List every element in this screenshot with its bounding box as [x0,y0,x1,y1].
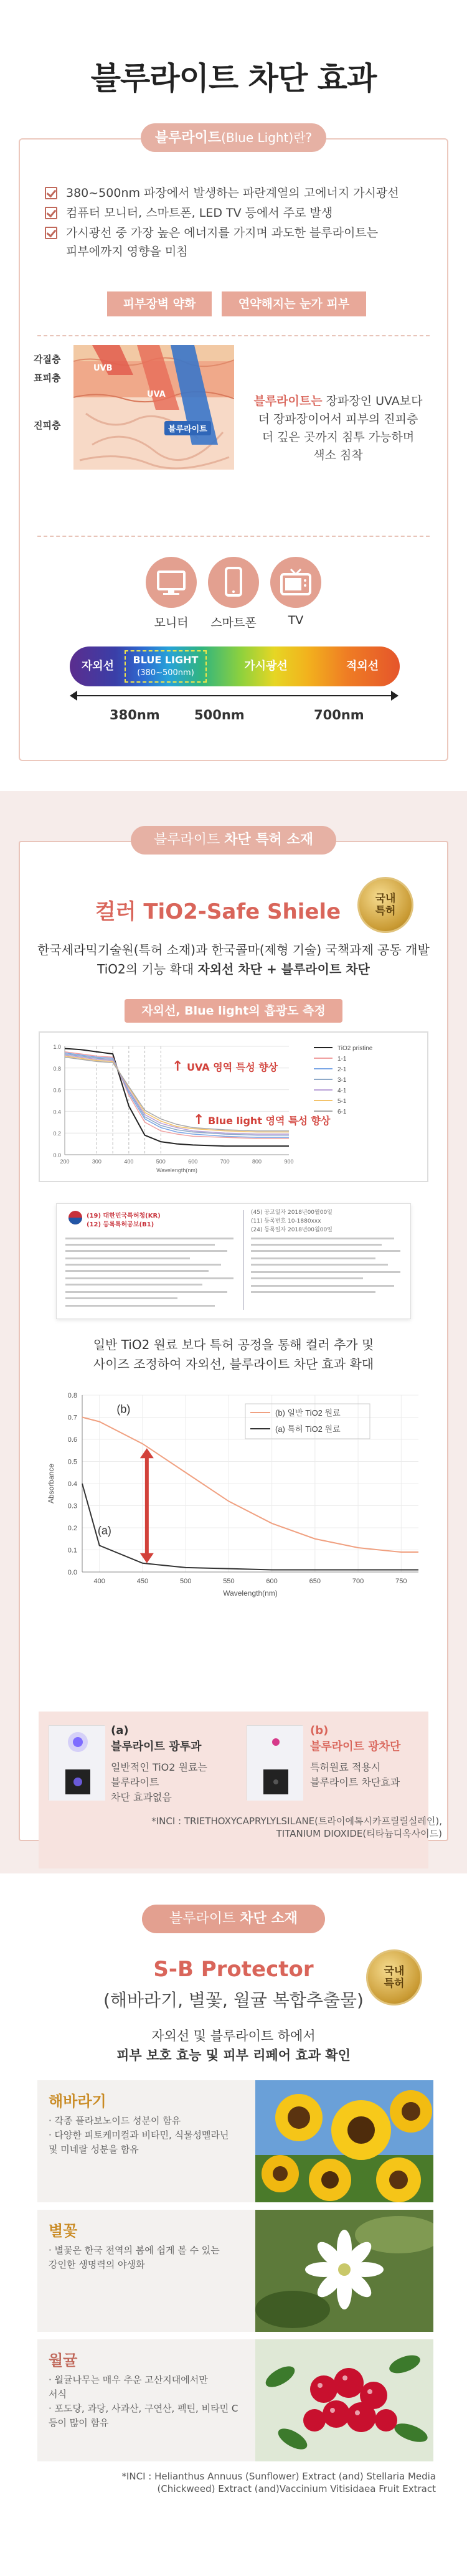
body-text: 사이즈 조정하여 자외선, 블루라이트 차단 효과 확대 [93,1357,374,1371]
section-sb-protector [0,1873,467,2576]
tag-barrier: 피부장벽 약화 [107,291,212,316]
product-subtitle: (해바라기, 별꽃, 월귤 복합추출물) [103,1990,364,2010]
arrow-head-down [140,1553,154,1563]
section-pill [141,123,326,152]
seal-text: 국내 [375,893,396,905]
spectrum-label-uv: 자외선 [81,660,115,673]
pill-text: 블루라이트 [169,1911,240,1926]
wavelength-label-500: 500nm [194,708,245,722]
patent-process-desc [25,1335,442,1374]
section-patent-material [0,791,467,1873]
blue-light-range-box [125,650,207,683]
inci-text: TITANIUM DIOXIDE(티타늄디옥사이드) [276,1828,442,1839]
legend-label: 1-1 [337,1056,347,1063]
absorbance-chart-1 [39,1031,428,1182]
divider [37,335,430,336]
blue-light-range: (380~500nm) [137,668,194,678]
legend-label: 4-1 [337,1087,347,1094]
desc-line: 서식 [49,2389,67,2400]
spectrum-label-ir: 적외선 [346,660,379,673]
inci-note [37,2470,436,2495]
inci-text: (Chickweed) Extract (and)Vaccinium Vitisidaea Fruit Extract [157,2483,436,2494]
test-a-body [111,1760,207,1805]
x-tick-label: 550 [223,1578,235,1585]
light-spectrum-bar [70,646,400,686]
checkbox-icon [45,207,57,219]
test-b-mark: (b) [310,1724,329,1737]
section-pill [142,1905,325,1933]
legend-label: 3-1 [337,1077,347,1084]
plant-name: 월귤 [49,2352,78,2369]
pill-text: 블루라이트 [153,832,225,848]
inci-text: *INCI : Helianthus Annuus (Sunflower) Extract (and) Stellaria Media [121,2471,436,2482]
page-title: 블루라이트 차단 효과 [90,60,377,97]
layer-label: 표피층 [34,372,61,384]
y-tick-label: 0.3 [67,1502,77,1510]
series-line [82,1418,418,1553]
x-tick-label: 600 [188,1158,198,1165]
body-text: 일반적인 TiO2 원료는 [111,1761,207,1773]
x-tick-label: 400 [93,1578,105,1585]
smartphone-icon [208,557,259,608]
skin-penetration-text [248,392,428,465]
x-tick-label: 500 [156,1158,166,1165]
pill-subtitle: (Blue Light)란? [221,130,313,145]
tv-icon [270,557,321,608]
body-text: 자외선 및 블루라이트 하에서 [151,2029,316,2043]
list-item-text: 380~500nm 파장에서 발생하는 파란계열의 고에너지 가시광선 [66,186,399,200]
x-tick-label: 900 [284,1158,294,1165]
product-name: S-B Protector [153,1957,314,1982]
doc-line: (19) 대한민국특허청(KR) [87,1213,161,1219]
x-axis-label: Wavelength(nm) [223,1589,278,1598]
list-item-text: 가시광선 중 가장 높은 에너지를 가지며 과도한 블루라이트는 [66,226,379,240]
x-tick-label: 600 [266,1578,278,1585]
body-text: 특허원료 적용시 [310,1761,381,1773]
body-text-bold: 자외선 차단 + 블루라이트 차단 [197,962,370,977]
tag-eye-skin: 연약해지는 눈가 피부 [222,291,366,316]
plant-name: 별꽃 [49,2222,78,2240]
test-image-a [49,1725,105,1800]
light-test-panel [39,1712,428,1868]
test-a-title: 블루라이트 광투과 [111,1740,202,1753]
checkbox-icon [45,227,57,239]
patent-seal-icon [357,877,413,933]
lingonberry-image [255,2339,433,2461]
body-text: 색소 침착 [313,448,363,462]
device-label-tv: TV [288,613,304,627]
doc-line: (45) 공고일자 2018년00월00일 [251,1210,333,1216]
y-tick-label: 1.0 [53,1044,61,1050]
y-tick-label: 0.2 [67,1525,77,1532]
wavelength-label-380: 380nm [110,708,160,722]
plant-card-sunflower [37,2080,433,2202]
test-a-mark: (a) [111,1724,129,1737]
body-text: 더 깊은 곳까지 침투 가능하며 [262,430,415,444]
y-tick-label: 0.1 [67,1546,77,1555]
section-blue-light-intro [0,0,467,791]
development-desc [25,940,442,979]
body-text: 블루라이트 차단효과 [310,1776,400,1788]
device-label-smartphone: 스마트폰 [210,616,257,630]
x-tick-label: 700 [220,1158,230,1165]
body-text: 일반 TiO2 원료 보다 특허 공정을 통해 컬러 추가 및 [93,1337,374,1352]
legend-label: (b) 일반 TiO2 원료 [275,1408,341,1418]
definition-list [45,184,431,262]
blue-light-label: BLUE LIGHT [133,654,199,666]
y-tick-label: 0.8 [53,1065,61,1072]
pill-title: 블루라이트 [154,130,222,146]
inci-note [93,1815,442,1840]
desc-line: · 별꽃은 한국 전역의 봄에 쉽게 볼 수 있는 [49,2245,220,2256]
plant-card-chickweed [37,2210,433,2332]
body-text: 장파장인 UVA보다 [322,394,423,408]
absorbance-chart-2 [39,1383,428,1609]
legend-label: 5-1 [337,1098,347,1105]
pill-text-bold: 차단 소재 [240,1911,298,1926]
legend-label: 2-1 [337,1066,347,1073]
device-label-monitor: 모니터 [154,616,189,630]
ray-label-uva: UVA [147,390,166,399]
legend-label: 6-1 [337,1109,347,1115]
plant-desc [49,2373,248,2430]
desc-line: · 포도당, 과당, 사과산, 구연산, 펙틴, 비타민 C [49,2403,238,2414]
desc-line: · 월귤나무는 매우 추운 고산지대에서만 [49,2374,208,2385]
y-tick-label: 0.7 [67,1414,77,1422]
chickweed-image [255,2210,433,2332]
doc-line: (11) 등록번호 10-1880xxx [251,1218,321,1224]
series-line [82,1484,418,1570]
legend-label: (a) 특허 TiO2 원료 [275,1424,341,1434]
test-b-title: 블루라이트 광차단 [310,1740,401,1753]
legend-label: TiO2 pristine [337,1045,373,1052]
plant-name: 해바라기 [49,2093,106,2110]
test-image-b [247,1725,303,1800]
desc-line: · 다양한 피토케미컬과 비타민, 식물성멜라닌 [49,2129,229,2141]
checkbox-icon [45,187,57,199]
seal-text: 특허 [375,905,396,917]
seal-text: 국내 [384,1965,405,1977]
body-text: TiO2의 기능 확대 [97,962,198,977]
seal-text: 특허 [384,1977,405,1990]
desc-line: · 각종 플라보노이드 성분이 함유 [49,2115,181,2126]
doc-line: (24) 등록일자 2018년00월00일 [251,1227,333,1233]
y-axis-label: Absorbance [47,1463,55,1504]
desc-line: 등이 많이 함유 [49,2417,109,2428]
y-tick-label: 0.0 [53,1152,61,1158]
pill-text-bold: 차단 특허 소재 [224,832,314,848]
inci-text: *INCI : TRIETHOXYCAPRYLYLSILANE(트라이에톡시카프릴릴실레인), [151,1816,442,1827]
x-tick-label: 450 [136,1578,149,1585]
plant-card-lingonberry [37,2339,433,2461]
plant-desc [49,2243,248,2272]
y-tick-label: 0.2 [53,1130,61,1137]
sunflower-image [255,2080,433,2202]
x-axis-label: Wavelength(nm) [156,1167,197,1173]
section-pill [131,826,336,855]
graph1-title: 자외선, Blue light의 흡광도 측정 [125,999,342,1023]
efficacy-desc [25,2027,442,2065]
series-label-b: (b) [116,1403,131,1416]
divider [37,536,430,537]
y-tick-label: 0.4 [53,1109,61,1115]
chart1-annotation-blue: ↑ Blue light 영역 특성 향상 [193,1112,331,1128]
desc-line: 강인한 생명력의 야생화 [49,2259,145,2270]
x-tick-label: 800 [252,1158,262,1165]
ray-label-blue-light: 블루라이트 [164,421,211,435]
chart1-annotation-uva: ↑ UVA 영역 특성 향상 [172,1059,278,1074]
x-tick-label: 400 [124,1158,134,1165]
layer-label: 진피층 [34,420,61,431]
y-tick-label: 0.0 [67,1569,77,1576]
list-item [45,224,431,261]
patent-document-image [56,1203,411,1319]
highlight-text: 블루라이트는 [253,394,323,408]
x-tick-label: 200 [60,1158,70,1165]
patent-seal-icon [366,1949,422,2005]
test-b-body [310,1760,400,1790]
spectrum-label-visible: 가시광선 [244,660,288,673]
wavelength-axis-arrow [72,695,396,696]
ray-label-uvb: UVB [93,364,113,373]
series-label-a: (a) [97,1524,111,1537]
x-tick-label: 300 [92,1158,101,1165]
list-item [45,184,431,202]
wavelength-label-700: 700nm [314,708,364,722]
y-tick-label: 0.8 [67,1392,77,1399]
body-text: 차단 효과없음 [111,1791,172,1803]
layer-label: 각질층 [34,354,61,365]
list-item-text: 피부에까지 영향을 미침 [66,245,188,258]
list-item [45,204,431,222]
list-item-text: 컴퓨터 모니터, 스마트폰, LED TV 등에서 주로 발생 [66,206,333,220]
product-name: 컬러 TiO2-Safe Shiele [95,899,341,924]
doc-line: (12) 등록특허공보(B1) [87,1221,154,1228]
y-tick-label: 0.6 [53,1087,61,1094]
body-text: 한국세라믹기술원(특허 소재)과 한국콜마(제형 기술) 국책과제 공동 개발 [37,942,430,957]
body-text-bold: 피부 보호 효능 및 피부 리페어 효과 확인 [116,2048,351,2063]
y-tick-label: 0.6 [67,1436,77,1444]
x-tick-label: 650 [309,1578,321,1585]
desc-line: 및 미네랄 성분을 함유 [49,2144,139,2155]
y-tick-label: 0.5 [67,1458,77,1466]
body-text: 더 장파장이어서 피부의 진피층 [258,412,418,426]
body-text: 블루라이트 [111,1776,159,1788]
x-tick-label: 700 [352,1578,364,1585]
plant-desc [49,2114,248,2157]
x-tick-label: 500 [179,1578,192,1585]
monitor-icon [146,557,197,608]
y-tick-label: 0.4 [67,1480,77,1488]
x-tick-label: 750 [395,1578,407,1585]
